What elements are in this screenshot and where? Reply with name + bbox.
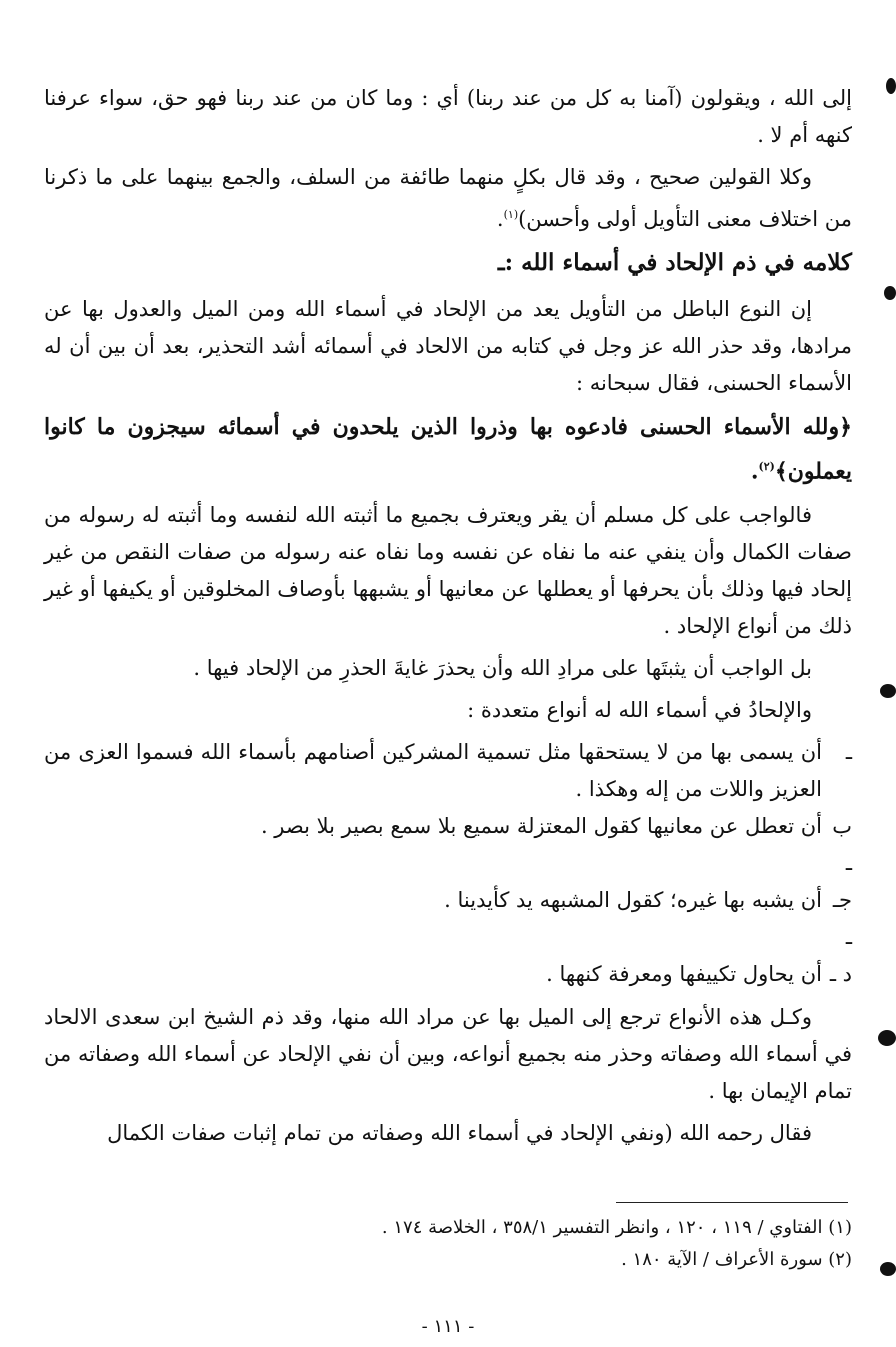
paragraph-8: فقال رحمه الله (ونفي الإلحاد في أسماء الله وصفاته من تمام إثبات صفات الكمال <box>107 1121 812 1146</box>
footnote-ref-1: (١) <box>503 208 519 221</box>
page-number: - ١١١ - <box>421 1316 475 1337</box>
footnote-1: (١) الفتاوي / ١١٩ ، ١٢٠ ، وانظر التفسير ٣٥٨/١ ، الخلاصة ١٧٤ . <box>381 1217 852 1238</box>
list-item <box>44 956 852 993</box>
scan-mark <box>884 286 896 300</box>
list-item-marker: ب ـ <box>832 814 852 876</box>
quran-verse-text: ﴿ولله الأسماء الحسنى فادعوه بها وذروا الذين يلحدون في أسمائه سيجزون ما كانوا يعملون﴾ <box>44 414 852 485</box>
quran-verse <box>44 407 852 491</box>
paragraph-2-text: وكلا القولين صحيح ، وقد قال بكلٍ منهما طائفة من السلف، والجمع بينهما على ما ذكرنا من اختلاف معنى التأويل أولى وأحسن) <box>44 165 852 231</box>
list-item <box>44 734 852 808</box>
section-heading: كلامه في ذم الإلحاد في أسماء الله :ـ <box>497 249 852 276</box>
paragraph-3: إن النوع الباطل من التأويل يعد من الإلحاد في أسماء الله ومن الميل والعدول بها عن مرادها، وقد حذر الله عز وجل في كتابه من الالحاد في أسمائه أشد التحذير، بعد أن بين أن له الأسماء الحسنى، فقال سبحانه : <box>44 297 852 395</box>
paragraph-1: إلى الله ، ويقولون (آمنا به كل من عند ربنا) أي : وما كان من عند ربنا فهو حق، سواء عرفنا كنهه أم لا . <box>44 86 852 147</box>
paragraph-7: وكـل هذه الأنواع ترجع إلى الميل بها عن مراد الله منها، وقد ذم الشيخ ابن سعدى الالحاد في أسماء الله وصفاته وحذر منه بجميع أنواعه، وبين أن نفي الإلحاد عن أسماء الله وصفاته من تمام الإيمان بها . <box>44 1005 852 1104</box>
paragraph-6: والإلحادُ في أسماء الله له أنواع متعددة : <box>467 698 812 723</box>
list-item-marker: د ـ <box>829 962 852 987</box>
scan-mark <box>878 1030 896 1046</box>
paragraph-5: بل الواجب أن يثبتَها على مرادِ الله وأن يحذرَ غايةَ الحذرِ من الإلحاد فيها . <box>193 656 812 681</box>
footnote-2: (٢) سورة الأعراف / الآية ١٨٠ . <box>621 1249 852 1270</box>
footnote-divider <box>616 1202 848 1203</box>
page-body <box>44 80 852 1157</box>
quran-verse-end: . <box>750 458 759 485</box>
list-item-text: أن تعطل عن معانيها كقول المعتزلة سميع بلا سمع بصير بلا بصر . <box>260 814 822 839</box>
paragraph-4: فالواجب على كل مسلم أن يقر ويعترف بجميع ما أثبته الله لنفسه وما أثبته له رسوله من صفات الكمال وأن ينفي عنه ما نفاه عن نفسه وما نفاه عنه رسوله من صفات النقص من غير إلحاد فيها وذلك بأن يحرفها أو يعطلها عن معانيها أو يشبهها بأوصاف المخلوقين أو يكيفها أو غير ذلك من أنواع الإلحاد . <box>44 503 852 639</box>
list-item-marker: ـ <box>845 740 852 765</box>
list-item-text: أن يشبه بها غيره؛ كقول المشبهه يد كأيدينا . <box>444 888 822 913</box>
list-item <box>44 808 852 882</box>
paragraph-2 <box>44 159 852 238</box>
list-item <box>44 882 852 956</box>
list-of-types <box>44 734 852 993</box>
scan-mark <box>880 684 896 698</box>
list-item-text: أن يسمى بها من لا يستحقها مثل تسمية المشركين أصنامهم بأسماء الله فسموا العزى من العزيز واللات من إله وهكذا . <box>44 740 822 802</box>
footnote-ref-2: (٢) <box>758 460 775 473</box>
scan-mark <box>886 78 896 94</box>
list-item-marker: جـ ـ <box>832 888 852 950</box>
paragraph-2-end: . <box>496 207 504 231</box>
scan-mark <box>880 1262 896 1276</box>
list-item-text: أن يحاول تكييفها ومعرفة كنهها . <box>546 962 822 987</box>
footnotes <box>44 1212 852 1276</box>
